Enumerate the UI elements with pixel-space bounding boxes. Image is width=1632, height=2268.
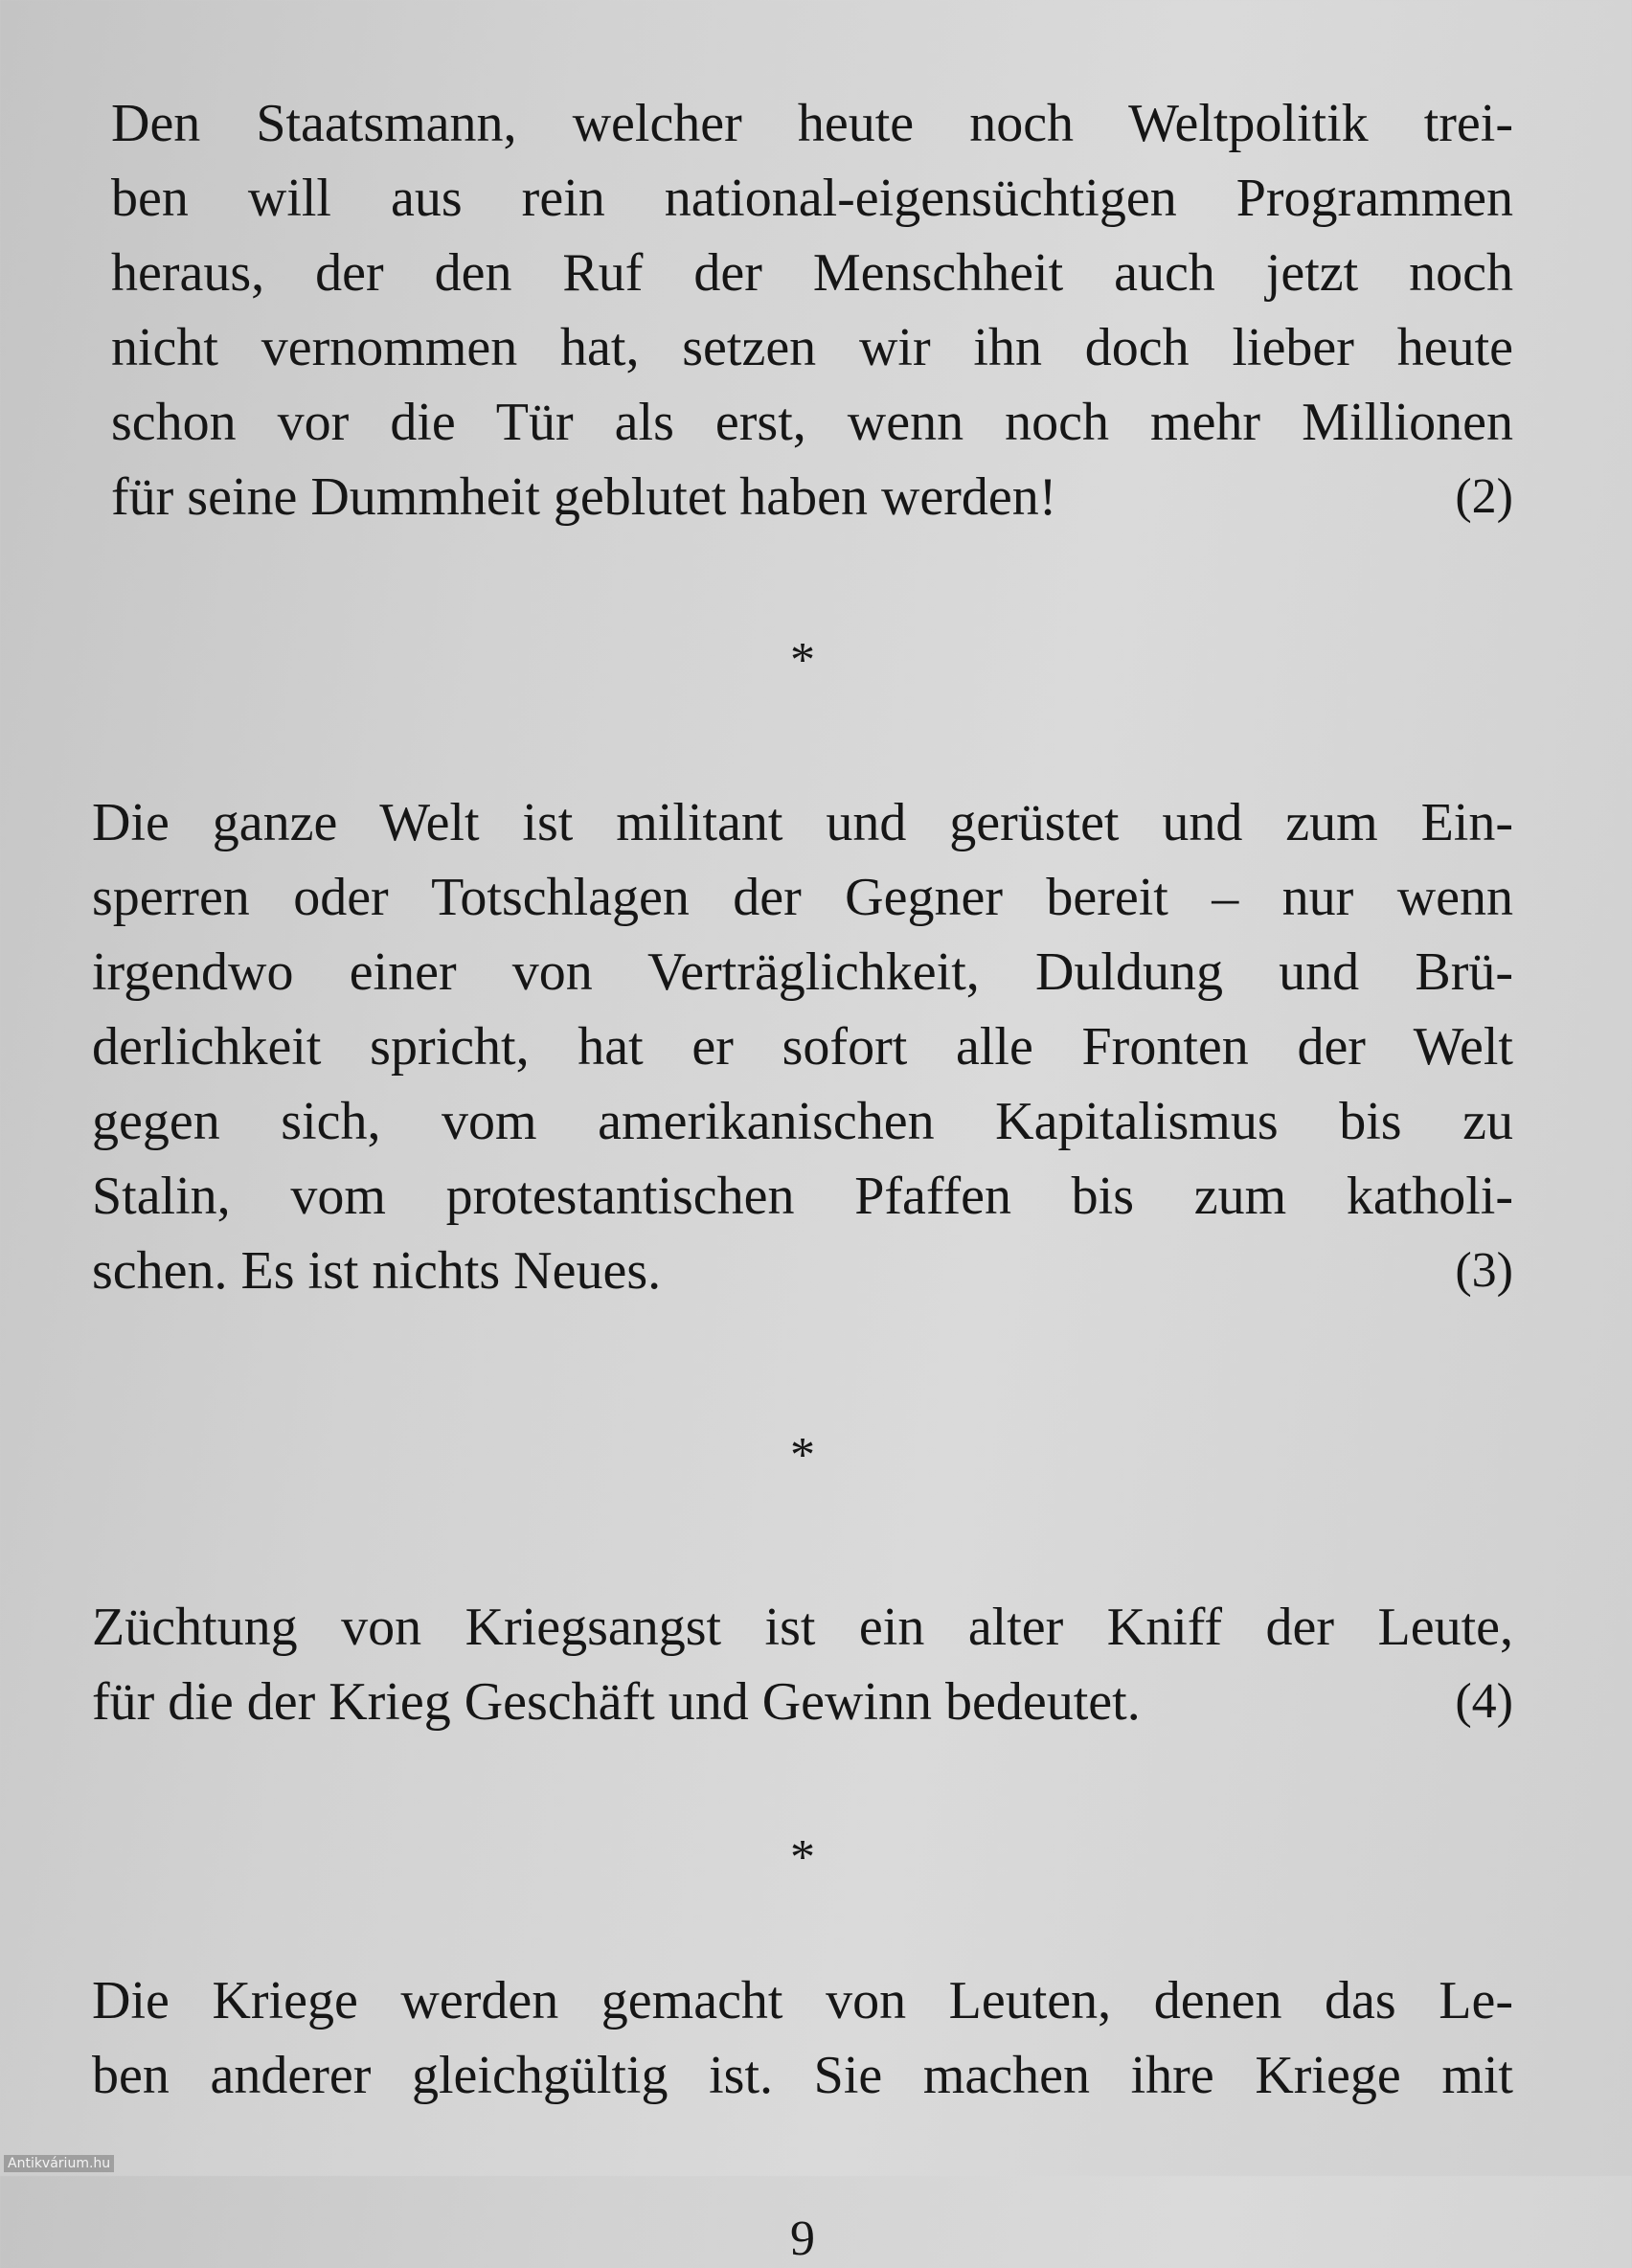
text-line: sperren oder Totschlagen der Gegner bereit – nur wenn [92,868,1513,927]
paragraph-quote-3 [92,785,1513,1308]
text-line: schen. Es ist nichts Neues. [92,1241,662,1301]
text-line: für seine Dummheit geblutet haben werden! [111,467,1057,527]
paragraph-quote-2 [111,86,1513,534]
watermark-logo: Antikvárium.hu [4,2155,114,2172]
text-line: schon vor die Tür als erst, wenn noch mehr Millionen [111,393,1513,452]
text-line: Züchtung von Kriegsangst ist ein alter Kniff der Leute, [92,1598,1513,1657]
text-line: derlichkeit spricht, hat er sofort alle Fronten der Welt [92,1017,1513,1077]
text-line: ben anderer gleichgültig ist. Sie machen ihre Kriege mit [92,2046,1513,2105]
source-reference: (3) [1455,1243,1513,1298]
text-line: Die ganze Welt ist militant und gerüstet und zum Ein- [92,793,1513,852]
text-line: ben will aus rein national-eigensüchtigen Programmen [111,169,1513,228]
text-line: heraus, der den Ruf der Menschheit auch jetzt noch [111,243,1513,303]
page-number: 9 [790,2211,815,2266]
text-line: Den Staatsmann, welcher heute noch Weltpolitik trei- [111,94,1513,153]
paragraph-quote-4 [92,1590,1513,1739]
source-reference: (4) [1455,1674,1513,1729]
text-line: irgendwo einer von Verträglichkeit, Duldung und Brü- [92,942,1513,1002]
book-page [92,86,1513,2266]
section-separator: * [790,1830,815,1885]
paragraph-quote-5 [92,1963,1513,2113]
text-line: Stalin, vom protestantischen Pfaffen bis zum katholi- [92,1167,1513,1226]
section-separator: * [790,633,815,688]
text-line: gegen sich, vom amerikanischen Kapitalismus bis zu [92,1092,1513,1151]
section-separator: * [790,1428,815,1483]
text-line: für die der Krieg Geschäft und Gewinn bedeutet. [92,1672,1141,1732]
text-line: nicht vernommen hat, setzen wir ihn doch lieber heute [111,318,1513,377]
text-line: Die Kriege werden gemacht von Leuten, denen das Le- [92,1971,1513,2030]
source-reference: (2) [1455,469,1513,524]
